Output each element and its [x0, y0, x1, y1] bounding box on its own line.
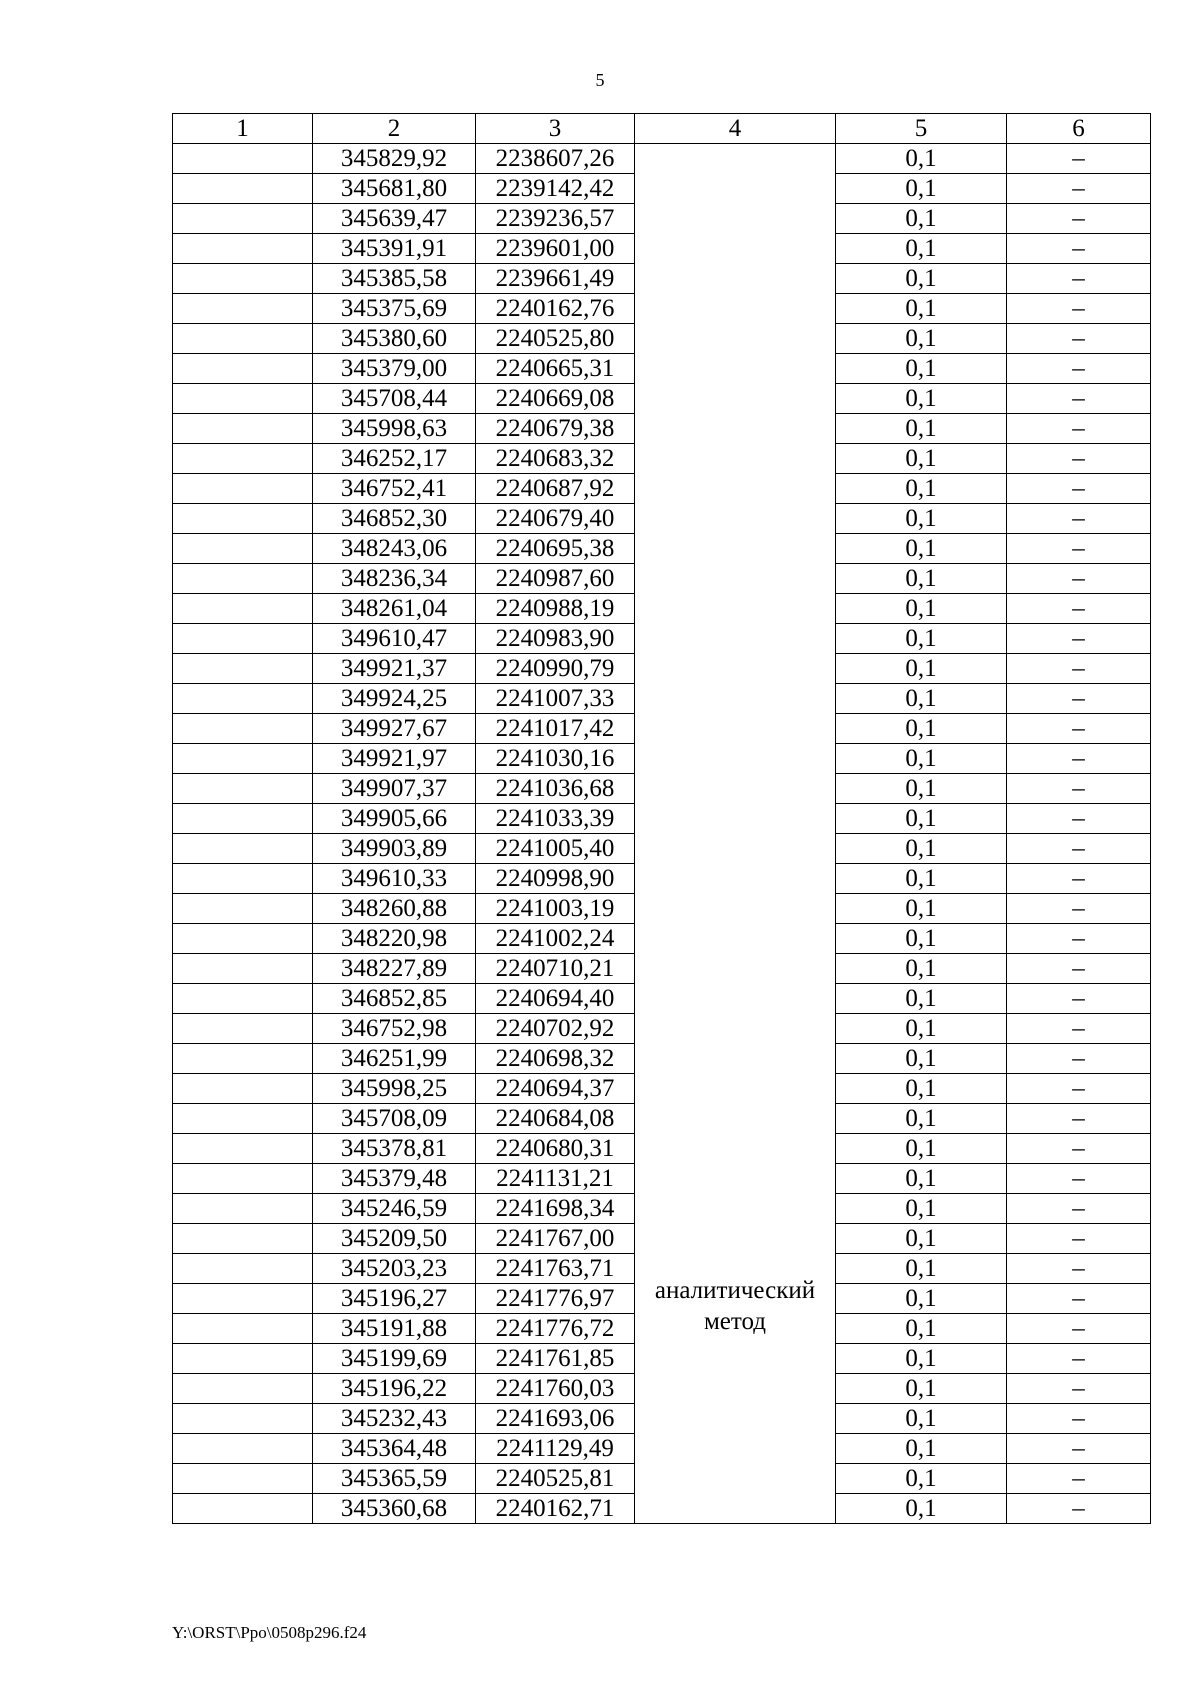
y-coordinate-cell: 2241763,71 — [476, 1254, 635, 1284]
dash-cell: – — [1007, 384, 1151, 414]
x-coordinate-cell: 345829,92 — [313, 144, 476, 174]
x-coordinate-cell: 348220,98 — [313, 924, 476, 954]
dash-cell: – — [1007, 174, 1151, 204]
accuracy-cell: 0,1 — [836, 924, 1007, 954]
point-number-cell — [173, 1464, 313, 1494]
dash-cell: – — [1007, 1104, 1151, 1134]
point-number-cell — [173, 774, 313, 804]
accuracy-cell: 0,1 — [836, 1104, 1007, 1134]
accuracy-cell: 0,1 — [836, 1224, 1007, 1254]
dash-cell: – — [1007, 324, 1151, 354]
x-coordinate-cell: 345998,63 — [313, 414, 476, 444]
dash-cell: – — [1007, 1404, 1151, 1434]
accuracy-cell: 0,1 — [836, 204, 1007, 234]
point-number-cell — [173, 1164, 313, 1194]
dash-cell: – — [1007, 294, 1151, 324]
accuracy-cell: 0,1 — [836, 1254, 1007, 1284]
y-coordinate-cell: 2240665,31 — [476, 354, 635, 384]
x-coordinate-cell: 349924,25 — [313, 684, 476, 714]
dash-cell: – — [1007, 534, 1151, 564]
y-coordinate-cell: 2241033,39 — [476, 804, 635, 834]
accuracy-cell: 0,1 — [836, 384, 1007, 414]
x-coordinate-cell: 345209,50 — [313, 1224, 476, 1254]
point-number-cell — [173, 144, 313, 174]
dash-cell: – — [1007, 594, 1151, 624]
point-number-cell — [173, 1194, 313, 1224]
x-coordinate-cell: 345232,43 — [313, 1404, 476, 1434]
dash-cell: – — [1007, 144, 1151, 174]
y-coordinate-cell: 2241131,21 — [476, 1164, 635, 1194]
accuracy-cell: 0,1 — [836, 1494, 1007, 1524]
header-col-2: 2 — [313, 114, 476, 144]
x-coordinate-cell: 345203,23 — [313, 1254, 476, 1284]
coordinates-table — [172, 113, 1151, 1524]
point-number-cell — [173, 1014, 313, 1044]
dash-cell: – — [1007, 834, 1151, 864]
accuracy-cell: 0,1 — [836, 1404, 1007, 1434]
y-coordinate-cell: 2240998,90 — [476, 864, 635, 894]
point-number-cell — [173, 684, 313, 714]
point-number-cell — [173, 324, 313, 354]
accuracy-cell: 0,1 — [836, 1344, 1007, 1374]
accuracy-cell: 0,1 — [836, 354, 1007, 384]
accuracy-cell: 0,1 — [836, 1284, 1007, 1314]
accuracy-cell: 0,1 — [836, 264, 1007, 294]
y-coordinate-cell: 2240988,19 — [476, 594, 635, 624]
x-coordinate-cell: 345364,48 — [313, 1434, 476, 1464]
x-coordinate-cell: 346852,85 — [313, 984, 476, 1014]
dash-cell: – — [1007, 1254, 1151, 1284]
x-coordinate-cell: 348243,06 — [313, 534, 476, 564]
point-number-cell — [173, 594, 313, 624]
x-coordinate-cell: 345375,69 — [313, 294, 476, 324]
accuracy-cell: 0,1 — [836, 954, 1007, 984]
x-coordinate-cell: 345199,69 — [313, 1344, 476, 1374]
x-coordinate-cell: 349610,33 — [313, 864, 476, 894]
dash-cell: – — [1007, 1464, 1151, 1494]
accuracy-cell: 0,1 — [836, 1194, 1007, 1224]
y-coordinate-cell: 2240680,31 — [476, 1134, 635, 1164]
accuracy-cell: 0,1 — [836, 564, 1007, 594]
accuracy-cell: 0,1 — [836, 1014, 1007, 1044]
point-number-cell — [173, 1344, 313, 1374]
dash-cell: – — [1007, 1164, 1151, 1194]
x-coordinate-cell: 348227,89 — [313, 954, 476, 984]
x-coordinate-cell: 345196,22 — [313, 1374, 476, 1404]
x-coordinate-cell: 345385,58 — [313, 264, 476, 294]
x-coordinate-cell: 348260,88 — [313, 894, 476, 924]
y-coordinate-cell: 2240679,40 — [476, 504, 635, 534]
x-coordinate-cell: 345681,80 — [313, 174, 476, 204]
y-coordinate-cell: 2241030,16 — [476, 744, 635, 774]
y-coordinate-cell: 2240694,40 — [476, 984, 635, 1014]
dash-cell: – — [1007, 204, 1151, 234]
dash-cell: – — [1007, 264, 1151, 294]
accuracy-cell: 0,1 — [836, 984, 1007, 1014]
header-col-1: 1 — [173, 114, 313, 144]
accuracy-cell: 0,1 — [836, 654, 1007, 684]
y-coordinate-cell: 2240162,76 — [476, 294, 635, 324]
dash-cell: – — [1007, 1194, 1151, 1224]
x-coordinate-cell: 345708,09 — [313, 1104, 476, 1134]
x-coordinate-cell: 349921,37 — [313, 654, 476, 684]
point-number-cell — [173, 1254, 313, 1284]
dash-cell: – — [1007, 564, 1151, 594]
y-coordinate-cell: 2240990,79 — [476, 654, 635, 684]
point-number-cell — [173, 1374, 313, 1404]
y-coordinate-cell: 2241002,24 — [476, 924, 635, 954]
x-coordinate-cell: 349921,97 — [313, 744, 476, 774]
x-coordinate-cell: 345708,44 — [313, 384, 476, 414]
point-number-cell — [173, 474, 313, 504]
accuracy-cell: 0,1 — [836, 174, 1007, 204]
x-coordinate-cell: 345365,59 — [313, 1464, 476, 1494]
accuracy-cell: 0,1 — [836, 234, 1007, 264]
accuracy-cell: 0,1 — [836, 744, 1007, 774]
y-coordinate-cell: 2240983,90 — [476, 624, 635, 654]
accuracy-cell: 0,1 — [836, 894, 1007, 924]
y-coordinate-cell: 2239661,49 — [476, 264, 635, 294]
point-number-cell — [173, 444, 313, 474]
point-number-cell — [173, 384, 313, 414]
dash-cell: – — [1007, 414, 1151, 444]
point-number-cell — [173, 894, 313, 924]
file-path-footer: Y:\ORST\Ppo\0508p296.f24 — [172, 1623, 367, 1642]
accuracy-cell: 0,1 — [836, 594, 1007, 624]
y-coordinate-cell: 2240702,92 — [476, 1014, 635, 1044]
method-text: аналитический метод — [654, 1277, 816, 1335]
dash-cell: – — [1007, 504, 1151, 534]
x-coordinate-cell: 348261,04 — [313, 594, 476, 624]
dash-cell: – — [1007, 684, 1151, 714]
x-coordinate-cell: 345378,81 — [313, 1134, 476, 1164]
y-coordinate-cell: 2240710,21 — [476, 954, 635, 984]
accuracy-cell: 0,1 — [836, 1314, 1007, 1344]
dash-cell: – — [1007, 894, 1151, 924]
y-coordinate-cell: 2238607,26 — [476, 144, 635, 174]
point-number-cell — [173, 204, 313, 234]
accuracy-cell: 0,1 — [836, 534, 1007, 564]
dash-cell: – — [1007, 474, 1151, 504]
dash-cell: – — [1007, 1224, 1151, 1254]
x-coordinate-cell: 345196,27 — [313, 1284, 476, 1314]
accuracy-cell: 0,1 — [836, 1044, 1007, 1074]
x-coordinate-cell: 346251,99 — [313, 1044, 476, 1074]
y-coordinate-cell: 2240698,32 — [476, 1044, 635, 1074]
x-coordinate-cell: 345639,47 — [313, 204, 476, 234]
x-coordinate-cell: 345380,60 — [313, 324, 476, 354]
x-coordinate-cell: 346752,41 — [313, 474, 476, 504]
accuracy-cell: 0,1 — [836, 1134, 1007, 1164]
table-row — [173, 144, 1151, 174]
point-number-cell — [173, 1314, 313, 1344]
point-number-cell — [173, 1074, 313, 1104]
point-number-cell — [173, 804, 313, 834]
accuracy-cell: 0,1 — [836, 774, 1007, 804]
x-coordinate-cell: 349907,37 — [313, 774, 476, 804]
point-number-cell — [173, 354, 313, 384]
point-number-cell — [173, 1104, 313, 1134]
accuracy-cell: 0,1 — [836, 324, 1007, 354]
y-coordinate-cell: 2241776,72 — [476, 1314, 635, 1344]
x-coordinate-cell: 349610,47 — [313, 624, 476, 654]
point-number-cell — [173, 414, 313, 444]
accuracy-cell: 0,1 — [836, 804, 1007, 834]
point-number-cell — [173, 1134, 313, 1164]
dash-cell: – — [1007, 1074, 1151, 1104]
accuracy-cell: 0,1 — [836, 1074, 1007, 1104]
point-number-cell — [173, 1224, 313, 1254]
x-coordinate-cell: 346752,98 — [313, 1014, 476, 1044]
header-col-3: 3 — [476, 114, 635, 144]
dash-cell: – — [1007, 1314, 1151, 1344]
dash-cell: – — [1007, 1044, 1151, 1074]
dash-cell: – — [1007, 654, 1151, 684]
dash-cell: – — [1007, 1344, 1151, 1374]
table-header-row — [173, 114, 1151, 144]
dash-cell: – — [1007, 234, 1151, 264]
dash-cell: – — [1007, 1494, 1151, 1524]
page-number: 5 — [595, 70, 605, 90]
x-coordinate-cell: 346252,17 — [313, 444, 476, 474]
y-coordinate-cell: 2240694,37 — [476, 1074, 635, 1104]
header-col-6: 6 — [1007, 114, 1151, 144]
accuracy-cell: 0,1 — [836, 624, 1007, 654]
y-coordinate-cell: 2241129,49 — [476, 1434, 635, 1464]
x-coordinate-cell: 345246,59 — [313, 1194, 476, 1224]
y-coordinate-cell: 2241760,03 — [476, 1374, 635, 1404]
header-col-4: 4 — [635, 114, 836, 144]
point-number-cell — [173, 264, 313, 294]
point-number-cell — [173, 834, 313, 864]
x-coordinate-cell: 349927,67 — [313, 714, 476, 744]
y-coordinate-cell: 2240683,32 — [476, 444, 635, 474]
point-number-cell — [173, 294, 313, 324]
x-coordinate-cell: 345998,25 — [313, 1074, 476, 1104]
accuracy-cell: 0,1 — [836, 1434, 1007, 1464]
point-number-cell — [173, 564, 313, 594]
y-coordinate-cell: 2241005,40 — [476, 834, 635, 864]
dash-cell: – — [1007, 804, 1151, 834]
accuracy-cell: 0,1 — [836, 474, 1007, 504]
x-coordinate-cell: 345360,68 — [313, 1494, 476, 1524]
accuracy-cell: 0,1 — [836, 1374, 1007, 1404]
point-number-cell — [173, 1044, 313, 1074]
dash-cell: – — [1007, 624, 1151, 654]
point-number-cell — [173, 654, 313, 684]
y-coordinate-cell: 2240687,92 — [476, 474, 635, 504]
x-coordinate-cell: 346852,30 — [313, 504, 476, 534]
dash-cell: – — [1007, 444, 1151, 474]
y-coordinate-cell: 2241776,97 — [476, 1284, 635, 1314]
dash-cell: – — [1007, 1434, 1151, 1464]
table-body — [173, 144, 1151, 1524]
dash-cell: – — [1007, 924, 1151, 954]
y-coordinate-cell: 2240525,81 — [476, 1464, 635, 1494]
x-coordinate-cell: 349903,89 — [313, 834, 476, 864]
dash-cell: – — [1007, 1134, 1151, 1164]
y-coordinate-cell: 2239236,57 — [476, 204, 635, 234]
accuracy-cell: 0,1 — [836, 834, 1007, 864]
y-coordinate-cell: 2241693,06 — [476, 1404, 635, 1434]
x-coordinate-cell: 345191,88 — [313, 1314, 476, 1344]
x-coordinate-cell: 345379,00 — [313, 354, 476, 384]
y-coordinate-cell: 2241007,33 — [476, 684, 635, 714]
dash-cell: – — [1007, 354, 1151, 384]
y-coordinate-cell: 2239601,00 — [476, 234, 635, 264]
y-coordinate-cell: 2241767,00 — [476, 1224, 635, 1254]
accuracy-cell: 0,1 — [836, 864, 1007, 894]
y-coordinate-cell: 2241761,85 — [476, 1344, 635, 1374]
y-coordinate-cell: 2240987,60 — [476, 564, 635, 594]
accuracy-cell: 0,1 — [836, 684, 1007, 714]
accuracy-cell: 0,1 — [836, 144, 1007, 174]
y-coordinate-cell: 2240695,38 — [476, 534, 635, 564]
y-coordinate-cell: 2239142,42 — [476, 174, 635, 204]
y-coordinate-cell: 2241017,42 — [476, 714, 635, 744]
point-number-cell — [173, 954, 313, 984]
y-coordinate-cell: 2240684,08 — [476, 1104, 635, 1134]
dash-cell: – — [1007, 864, 1151, 894]
y-coordinate-cell: 2240162,71 — [476, 1494, 635, 1524]
point-number-cell — [173, 624, 313, 654]
header-col-5: 5 — [836, 114, 1007, 144]
point-number-cell — [173, 234, 313, 264]
dash-cell: – — [1007, 954, 1151, 984]
y-coordinate-cell: 2241003,19 — [476, 894, 635, 924]
x-coordinate-cell: 349905,66 — [313, 804, 476, 834]
x-coordinate-cell: 348236,34 — [313, 564, 476, 594]
accuracy-cell: 0,1 — [836, 444, 1007, 474]
accuracy-cell: 0,1 — [836, 504, 1007, 534]
accuracy-cell: 0,1 — [836, 294, 1007, 324]
point-number-cell — [173, 1284, 313, 1314]
point-number-cell — [173, 1434, 313, 1464]
point-number-cell — [173, 534, 313, 564]
x-coordinate-cell: 345379,48 — [313, 1164, 476, 1194]
accuracy-cell: 0,1 — [836, 1164, 1007, 1194]
y-coordinate-cell: 2241698,34 — [476, 1194, 635, 1224]
dash-cell: – — [1007, 1014, 1151, 1044]
dash-cell: – — [1007, 714, 1151, 744]
accuracy-cell: 0,1 — [836, 714, 1007, 744]
dash-cell: – — [1007, 1284, 1151, 1314]
method-cell — [635, 144, 836, 1524]
y-coordinate-cell: 2240525,80 — [476, 324, 635, 354]
point-number-cell — [173, 744, 313, 774]
y-coordinate-cell: 2241036,68 — [476, 774, 635, 804]
x-coordinate-cell: 345391,91 — [313, 234, 476, 264]
dash-cell: – — [1007, 984, 1151, 1014]
accuracy-cell: 0,1 — [836, 414, 1007, 444]
y-coordinate-cell: 2240669,08 — [476, 384, 635, 414]
accuracy-cell: 0,1 — [836, 1464, 1007, 1494]
dash-cell: – — [1007, 744, 1151, 774]
point-number-cell — [173, 174, 313, 204]
point-number-cell — [173, 714, 313, 744]
dash-cell: – — [1007, 1374, 1151, 1404]
point-number-cell — [173, 984, 313, 1014]
point-number-cell — [173, 1404, 313, 1434]
point-number-cell — [173, 924, 313, 954]
y-coordinate-cell: 2240679,38 — [476, 414, 635, 444]
point-number-cell — [173, 504, 313, 534]
dash-cell: – — [1007, 774, 1151, 804]
point-number-cell — [173, 1494, 313, 1524]
point-number-cell — [173, 864, 313, 894]
